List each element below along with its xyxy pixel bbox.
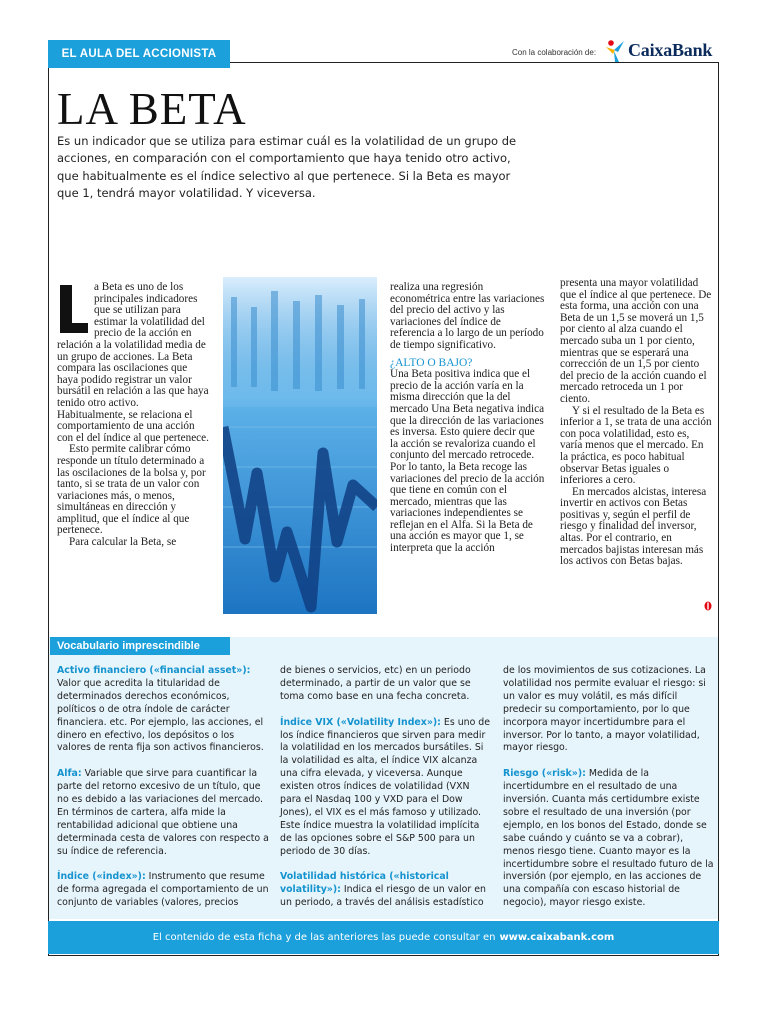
subheading: ¿ALTO O BAJO? [390,356,473,369]
vocab-term: Activo financiero («financial asset»): [57,665,251,676]
vocab-term: Índice («index»): [57,871,146,883]
vocab-entry [57,871,270,910]
paragraph: a Beta es uno de los principales indicadores que se utilizan para estimar la volatilidad del precio de la acción en relación a la volatilidad media de un grupo de acciones. La Beta compara las oscilaciones que haya podido registrar un valor bursátil en relación a las que haya tenido otro activo. Habitualmente, se relaciona el comportamiento de una acción con el del índice al que pertenece. [57,281,209,444]
vocab-term: Índice VIX («Volatility Index»): [280,716,441,728]
paragraph: Una Beta positiva indica que el precio de la acción varía en la misma dirección que la del mercado Una Beta negativa indica que la dirección de las variaciones es inversa. Esto quiere decir que la acción se revaloriza cuando el conjunto del mercado retrocede. Por lo tanto, la Beta recoge las variaciones del precio de la acción que tiene en común con el mercado, mientras que las variaciones independientes se reflejan en el Alfa. Si la Beta de una acción es mayor que 1, se interpreta que la acción [390,368,545,555]
vocab-entry [280,665,490,704]
paragraph: Para calcular la Beta, se [69,536,177,549]
vocab-definition: Indica el riesgo de un valor en un periodo, a través del análisis estadístico [280,884,486,909]
caixabank-logo [604,38,722,64]
vocab-definition: Es uno de los índice financieros que sirven para medir la volatilidad en los mercados bursátiles. Si la volatilidad es alta, el índice VIX alcanza una cifra elevada, y viceversa. Aunque existen otros índices de volatilidad (VXN para el Nasdaq 100 y VXD para el Dow Jones), el VIX es el más famoso y utilizado. Este índice muestra la volatilidad implícita de las opciones sobre el S&P 500 para un periodo de 30 días. [280,716,491,857]
article-column-2 [390,282,545,555]
vocabulary-column-1 [57,665,270,923]
vocab-term: Volatilidad histórica («historical volatility»): [280,871,449,896]
page-title: LA BETA [57,84,247,134]
vocab-entry [57,768,270,858]
vocabulary-column-2 [280,665,490,923]
article-column-3 [560,278,713,568]
vocabulary-tag: Vocabulario imprescindible [50,637,230,655]
vocab-definition: Variable que sirve para cuantificar la parte del retorno excesivo de un título, que no es debido a las variaciones del mercado. En términos de cartera, alfa mide la rentabilidad adicional que obtiene una determinada cesta de valores con respecto a su índice de referencia. [57,768,269,857]
paragraph: En mercados alcistas, interesa invertir en activos con Betas positivas y, según el perfil de riesgo y finalidad del inversor, altas. Por el contrario, en mercados bajistas interesan más los activos con Betas bajas. [560,485,707,568]
star-icon [604,38,626,64]
drop-cap [60,285,88,333]
footer-text: El contenido de esta ficha y de las anteriores las puede consultar en [152,932,496,943]
collaboration-label: Con la colaboración de: [512,48,597,57]
lead-paragraph: Es un indicador que se utiliza para estimar cuál es la volatilidad de un grupo de acciones, en comparación con el comportamiento que haya tenido otro activo, que habitualmente es el índice selectivo al que pertenece. Si la Beta es mayor que 1, tendrá mayor volatilidad. Y viceversa. [57,134,517,200]
vocabulary-column-3 [503,665,714,923]
end-mark-icon [704,601,712,611]
vocab-entry [280,717,490,859]
vocab-definition: Valor que acredita la titularidad de determinados derechos económicos, políticos o de otra índole de carácter financiera. etc. Por ejemplo, las acciones, el dinero en efectivo, los depósitos o los valores de renta fija son activos financieros. [57,677,264,754]
section-tag: EL AULA DEL ACCIONISTA [48,40,230,68]
vocab-term: Alfa: [57,768,82,780]
vocab-entry [57,665,270,755]
vocab-entry [280,871,490,910]
stock-market-photo [223,277,377,614]
paragraph: realiza una regresión econométrica entre las variaciones del precio del activo y las variaciones del índice de referencia a lo largo de un período de tiempo significativo. [390,281,545,351]
paragraph: Y si el resultado de la Beta es inferior a 1, se trata de una acción con poca volatilidad, esto es, varía menos que el mercado. En la práctica, es poco habitual observar Betas iguales o inferiores a cero. [560,404,712,487]
vocab-definition: de los movimientos de sus cotizaciones. La volatilidad nos permite evaluar el riesgo: si un valor es muy volátil, es más difícil predecir su comportamiento, por lo que incorpora mayor incertidumbre para el inversor. Por lo tanto, a mayor volatilidad, mayor riesgo. [503,665,706,754]
brand-name: CaixaBank [628,40,713,60]
vocab-entry [503,665,714,755]
paragraph: Esto permite calibrar cómo responde un título determinado a las oscilaciones de la bolsa y, por tanto, si se trata de un valor con variaciones más, o menos, simultáneas en dirección y amplitud, que el índice al que pertenece. [57,443,206,537]
vocab-entry [503,768,714,910]
paragraph: presenta una mayor volatilidad que el índice al que pertenece. De esta forma, una acción con una Beta de un 1,5 se moverá un 1,5 por ciento al alza cuando el mercado suba un 1 por ciento, mientras que se esperará una corrección de un 1,5 por ciento del precio de la acción cuando el mercado retroceda un 1 por ciento. [560,277,712,405]
vocab-definition: Instrumento que resume de forma agregada el comportamiento de un conjunto de variables (valores, precios [57,871,269,909]
footer-bar [48,921,719,954]
vocab-definition: Medida de la incertidumbre en el resultado de una inversión. Cuanta más certidumbre existe sobre el resultado de una inversión (por ejemplo, en los bonos del Estado, donde se sabe cuándo y cuánto se va a cobrar), menos riesgo tiene. Cuanto mayor es la incertidumbre sobre el resultado futuro de la inversión (por ejemplo, en las acciones de una compañía con escaso historial de negocio), mayor riesgo existe. [503,768,714,909]
article-column-1 [57,282,210,549]
vocab-term: Riesgo («risk»): [503,768,586,780]
vocab-definition: de bienes o servicios, etc) en un periodo determinado, a partir de un valor que se toma como base en una fecha concreta. [280,665,471,702]
footer-link[interactable]: www.caixabank.com [499,932,615,943]
